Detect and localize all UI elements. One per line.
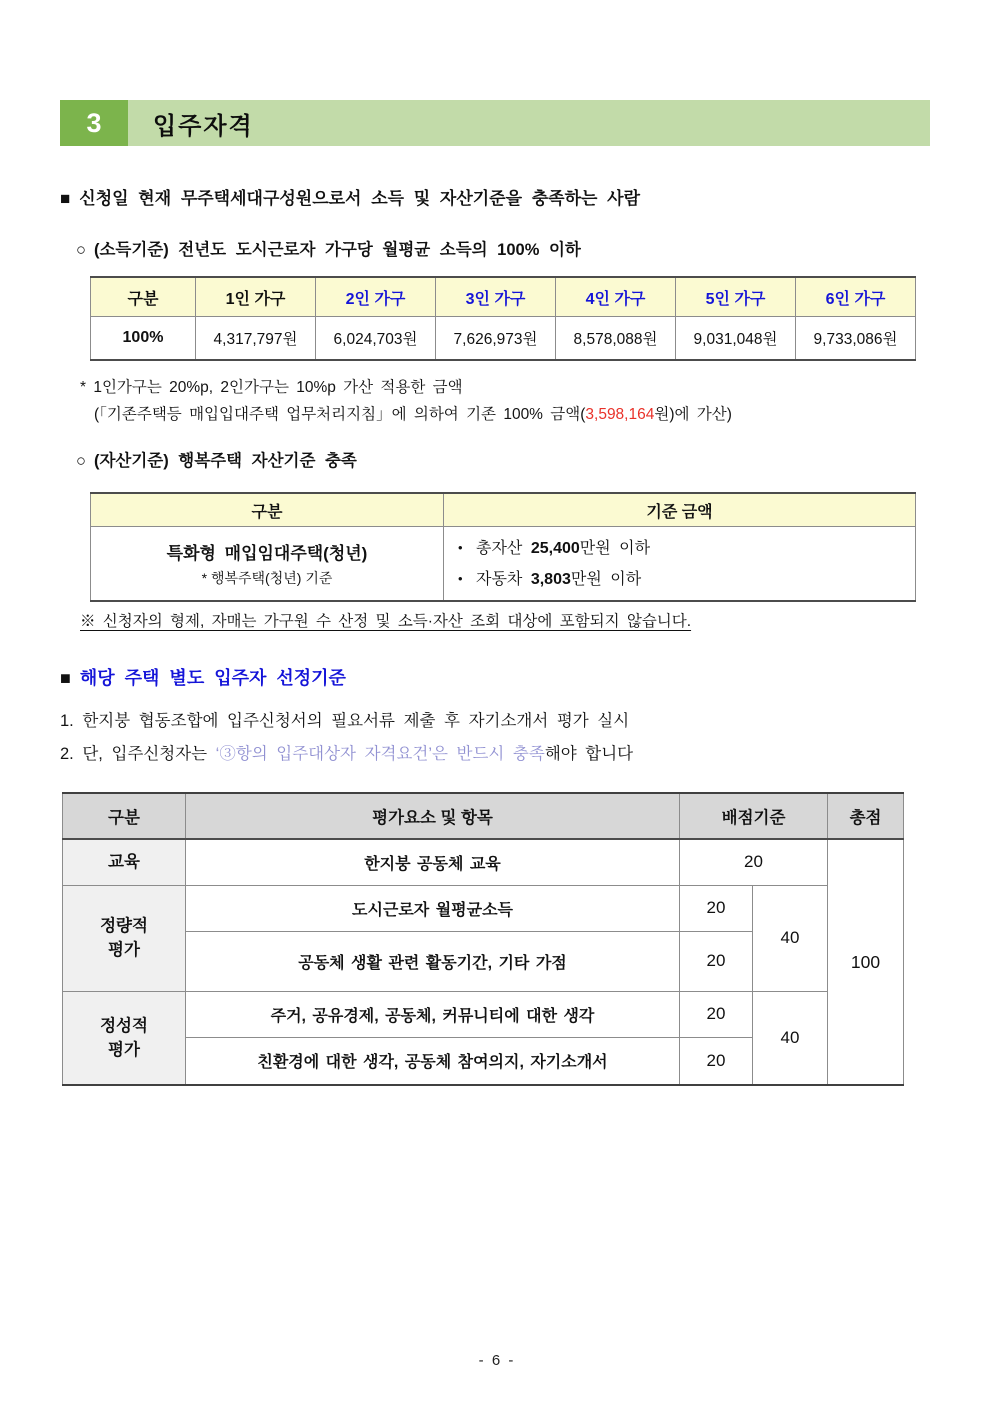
section-banner xyxy=(60,100,930,146)
income-table-value-row xyxy=(91,317,916,361)
dot-bullet-icon: • xyxy=(458,570,463,586)
category-cell xyxy=(63,991,186,1085)
total-cell: 100 xyxy=(828,839,904,1085)
asset-limit-amount: 3,803 xyxy=(530,570,571,588)
column-header: 구분 xyxy=(91,493,444,527)
table-cell: 6,024,703원 xyxy=(316,317,436,361)
asset-limits-cell xyxy=(444,527,916,602)
item-cell: 공동체 생활 관련 활동기간, 기타 가점 xyxy=(186,931,680,991)
asset-limit-amount: 25,400 xyxy=(530,539,580,557)
asset-limit-text: 만원 이하 xyxy=(579,539,651,557)
table-cell: 7,626,973원 xyxy=(436,317,556,361)
row-header: 100% xyxy=(91,317,196,361)
section-number-badge: 3 xyxy=(60,100,128,146)
asset-type-name: 특화형 매입임대주택(청년) xyxy=(166,544,368,563)
asset-type-cell xyxy=(91,527,444,602)
score-cell: 20 xyxy=(680,991,753,1037)
income-criteria-text: (소득기준) 전년도 도시근로자 가구당 월평균 소득의 100% 이하 xyxy=(93,241,581,259)
eligibility-heading-text: 신청일 현재 무주택세대구성원으로서 소득 및 자산기준을 충족하는 사람 xyxy=(79,189,641,208)
category-line: 정량적 xyxy=(100,917,148,935)
table-cell: 8,578,088원 xyxy=(556,317,676,361)
income-criteria-line xyxy=(76,236,581,260)
column-header: 평가요소 및 항목 xyxy=(186,793,680,839)
circle-bullet-icon: ○ xyxy=(76,452,86,470)
asset-limit-text: 총자산 xyxy=(476,539,531,557)
table-cell: 9,733,086원 xyxy=(796,317,916,361)
item-cell: 주거, 공유경제, 공동체, 커뮤니티에 대한 생각 xyxy=(186,991,680,1037)
dot-bullet-icon: • xyxy=(458,539,463,555)
income-note-amount: 3,598,164 xyxy=(585,406,655,423)
asset-criteria-text: (자산기준) 행복주택 자산기준 충족 xyxy=(93,452,357,470)
category-line: 평가 xyxy=(108,1040,140,1059)
item-cell: 도시근로자 월평균소득 xyxy=(186,885,680,931)
asset-limit-text: 자동차 xyxy=(476,570,531,588)
income-table xyxy=(90,276,916,361)
eligibility-heading xyxy=(60,184,640,209)
circle-bullet-icon: ○ xyxy=(76,241,86,259)
asset-criteria-line xyxy=(76,447,357,471)
category-cell xyxy=(63,885,186,991)
income-table-header-row xyxy=(91,277,916,317)
siblings-footnote: ※ 신청자의 형제, 자매는 가구원 수 산정 및 소득·자산 조회 대상에 포함되지 않습니다. xyxy=(80,613,692,630)
column-header: 6인 가구 xyxy=(796,277,916,317)
scoring-table-header-row xyxy=(63,793,904,839)
category-line: 평가 xyxy=(108,941,140,959)
column-header: 3인 가구 xyxy=(436,277,556,317)
table-row xyxy=(63,885,904,931)
square-bullet-icon: ■ xyxy=(60,189,71,208)
subtotal-cell: 40 xyxy=(753,991,828,1085)
asset-table xyxy=(90,492,916,602)
income-note-line2-pre: (「기존주택등 매입입대주택 업무처리지침」에 의하여 기존 100% 금액( xyxy=(94,406,586,423)
column-header: 배점기준 xyxy=(680,793,828,839)
scoring-table xyxy=(62,792,904,1086)
asset-type-note: * 행복주택(청년) 기준 xyxy=(201,570,333,586)
subtotal-cell: 40 xyxy=(753,885,828,991)
column-header: 5인 가구 xyxy=(676,277,796,317)
section-title: 입주자격 xyxy=(153,112,254,140)
table-row xyxy=(63,839,904,885)
score-cell: 20 xyxy=(680,931,753,991)
column-header: 1인 가구 xyxy=(196,277,316,317)
asset-limit-item xyxy=(458,533,915,564)
asset-limit-text: 만원 이하 xyxy=(570,570,642,588)
score-cell: 20 xyxy=(680,1037,753,1085)
income-notes xyxy=(80,374,732,428)
column-header: 총점 xyxy=(828,793,904,839)
score-cell: 20 xyxy=(680,839,828,885)
square-bullet-icon: ■ xyxy=(60,668,71,688)
income-note-line1: * 1인가구는 20%p, 2인가구는 10%p 가산 적용한 금액 xyxy=(80,379,463,396)
category-line: 정성적 xyxy=(100,1016,148,1035)
column-header: 4인 가구 xyxy=(556,277,676,317)
table-cell: 4,317,797원 xyxy=(196,317,316,361)
selection-step-2 xyxy=(60,740,633,764)
page-number: - 6 - xyxy=(478,1352,514,1369)
item-cell: 한지붕 공동체 교육 xyxy=(186,839,680,885)
selection-step-1: 1. 한지붕 협동조합에 입주신청서의 필요서류 제출 후 자기소개서 평가 실시 xyxy=(60,712,630,730)
category-cell: 교육 xyxy=(63,839,186,885)
asset-limit-item xyxy=(458,564,915,595)
item-cell: 친환경에 대한 생각, 공동체 참여의지, 자기소개서 xyxy=(186,1037,680,1085)
selection-criteria-heading-text: 해당 주택 별도 입주자 선정기준 xyxy=(79,668,346,688)
income-note-line2 xyxy=(80,401,732,428)
selection-criteria-heading xyxy=(60,664,346,690)
column-header: 구분 xyxy=(91,277,196,317)
asset-table-value-row xyxy=(91,527,916,602)
selection-step-2-pre: 2. 단, 입주신청자는 xyxy=(60,745,216,763)
column-header: 2인 가구 xyxy=(316,277,436,317)
asset-table-header-row xyxy=(91,493,916,527)
score-cell: 20 xyxy=(680,885,753,931)
column-header: 구분 xyxy=(63,793,186,839)
column-header: 기준 금액 xyxy=(444,493,916,527)
selection-step-2-highlight: ‘③항의 입주대상자 자격요건’은 반드시 충족 xyxy=(215,745,545,763)
table-row xyxy=(63,991,904,1037)
selection-step-2-post: 해야 합니다 xyxy=(544,745,634,763)
table-cell: 9,031,048원 xyxy=(676,317,796,361)
income-note-line2-post: 원)에 가산) xyxy=(654,406,732,423)
